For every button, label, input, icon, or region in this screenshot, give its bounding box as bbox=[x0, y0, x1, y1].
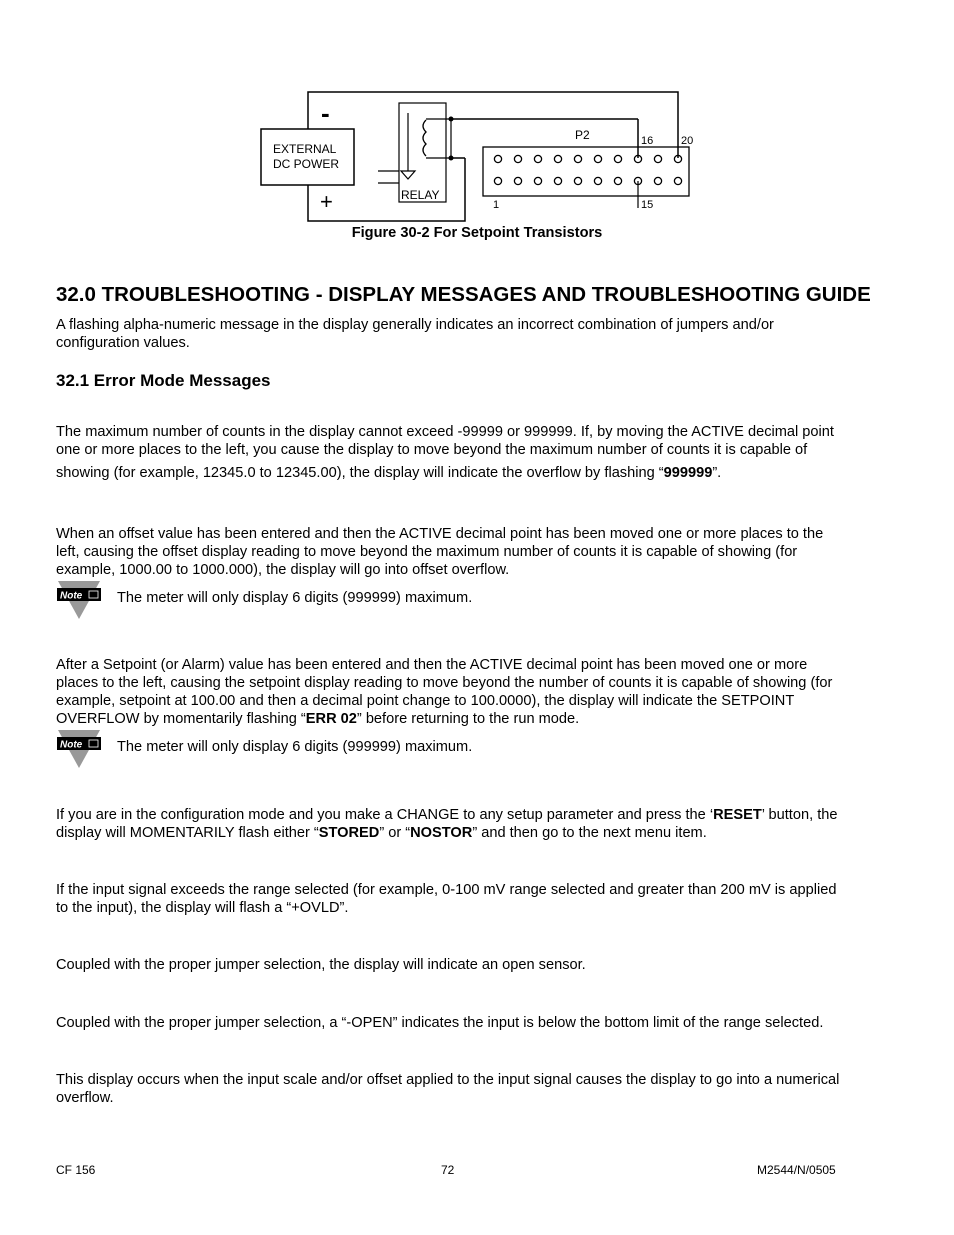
para8-line-2: overflow. bbox=[56, 1090, 114, 1106]
relay-coil bbox=[423, 120, 426, 156]
para2-line-3: example, 1000.00 to 1000.000), the display will go into offset overflow. bbox=[56, 562, 510, 578]
setpoint-transistor-diagram bbox=[0, 0, 954, 250]
pin-1-label: 1 bbox=[493, 199, 500, 211]
subsection-title: 32.1 Error Mode Messages bbox=[56, 371, 271, 390]
note2-text: The meter will only display 6 digits (999999) maximum. bbox=[117, 739, 473, 755]
para1-line-2: one or more places to the left, you cause the display to move beyond the maximum number of counts it is capable of bbox=[56, 442, 808, 458]
note-badge-text: Note bbox=[60, 739, 83, 751]
para1-line-1: The maximum number of counts in the display cannot exceed -99999 or 999999. If, by moving the ACTIVE decimal point bbox=[56, 424, 834, 440]
power-label-line1: EXTERNAL bbox=[273, 142, 337, 156]
pin-16-label: 16 bbox=[641, 135, 654, 147]
para4-line-2-end: ” and then go to the next menu item. bbox=[472, 825, 707, 841]
para4-line-1-text: If you are in the configuration mode and you make a CHANGE to any setup parameter and press the ‘ bbox=[56, 807, 714, 823]
p2-connector bbox=[483, 147, 689, 196]
para4-line-1 bbox=[56, 806, 837, 824]
p2-label: P2 bbox=[575, 128, 590, 142]
footer-right: M2544/N/0505 bbox=[757, 1163, 836, 1177]
intro-line-2: configuration values. bbox=[56, 335, 190, 351]
nostor-code: NOSTOR bbox=[410, 825, 473, 841]
minus-sign: - bbox=[321, 98, 330, 128]
para4-line-1-end: ’ button, the bbox=[761, 807, 838, 823]
connector-pins bbox=[494, 155, 681, 184]
para3-line-2: places to the left, causing the setpoint display reading to move beyond the number of counts it is capable of showing (for bbox=[56, 675, 833, 691]
overflow-code: 999999 bbox=[663, 465, 713, 481]
para3-line-4-text: OVERFLOW by momentarily flashing “ bbox=[56, 711, 306, 727]
negative-rail bbox=[308, 92, 678, 158]
para3-line-4 bbox=[56, 710, 579, 728]
note-icon bbox=[56, 730, 102, 770]
para3-line-4-end: ” before returning to the run mode. bbox=[356, 711, 580, 727]
pin-20-label: 20 bbox=[681, 135, 694, 147]
para5-line-2: to the input), the display will flash a “+OVLD”. bbox=[56, 900, 349, 916]
power-label-line2: DC POWER bbox=[273, 157, 339, 171]
para8-line-1: This display occurs when the input scale and/or offset applied to the input signal causes the display to go into a numerical bbox=[56, 1072, 840, 1088]
pin-15-label: 15 bbox=[641, 199, 654, 211]
para2-line-2: left, causing the offset display reading to move beyond the maximum number of counts it is capable of showing (for bbox=[56, 544, 798, 560]
para6-line-1: Coupled with the proper jumper selection, the display will indicate an open sensor. bbox=[56, 957, 586, 973]
page-number: 72 bbox=[441, 1163, 455, 1177]
note1-text: The meter will only display 6 digits (999999) maximum. bbox=[117, 590, 473, 606]
para4-line-2 bbox=[56, 824, 707, 842]
para4-line-2-text: display will MOMENTARILY flash either “ bbox=[56, 825, 319, 841]
reset-label: RESET bbox=[713, 807, 762, 823]
plus-sign: + bbox=[320, 189, 333, 214]
para3-line-1: After a Setpoint (or Alarm) value has been entered and then the ACTIVE decimal point has been moved one or more bbox=[56, 657, 808, 673]
footer-left: CF 156 bbox=[56, 1163, 96, 1177]
section-title: 32.0 TROUBLESHOOTING - DISPLAY MESSAGES AND TROUBLESHOOTING GUIDE bbox=[56, 283, 871, 306]
para2-line-1: When an offset value has been entered and then the ACTIVE decimal point has been moved one or more places to the bbox=[56, 526, 824, 542]
stored-code: STORED bbox=[318, 825, 380, 841]
relay-contact-triangle bbox=[401, 171, 415, 179]
para5-line-1: If the input signal exceeds the range selected (for example, 0-100 mV range selected and greater than 200 mV is applied bbox=[56, 882, 837, 898]
para1-line-3-end: ”. bbox=[712, 465, 722, 481]
relay-label: RELAY bbox=[401, 188, 440, 202]
intro-line-1: A flashing alpha-numeric message in the display generally indicates an incorrect combination of jumpers and/or bbox=[56, 317, 774, 333]
para4-line-2-mid: ” or “ bbox=[379, 825, 411, 841]
para1-line-3 bbox=[56, 464, 721, 482]
para7-line-1: Coupled with the proper jumper selection, a “-OPEN” indicates the input is below the bottom limit of the range selected. bbox=[56, 1015, 824, 1031]
err02-code: ERR 02 bbox=[305, 711, 357, 727]
note-badge-text: Note bbox=[60, 590, 83, 602]
figure-caption: Figure 30-2 For Setpoint Transistors bbox=[351, 225, 603, 241]
para3-line-3: example, setpoint at 100.00 and then a decimal point change to 100.0000), the display will indicate the SETPOINT bbox=[56, 693, 795, 709]
note-icon bbox=[56, 581, 102, 621]
para1-line-3-text: showing (for example, 12345.0 to 12345.00), the display will indicate the overflow by flashing “ bbox=[56, 465, 664, 481]
